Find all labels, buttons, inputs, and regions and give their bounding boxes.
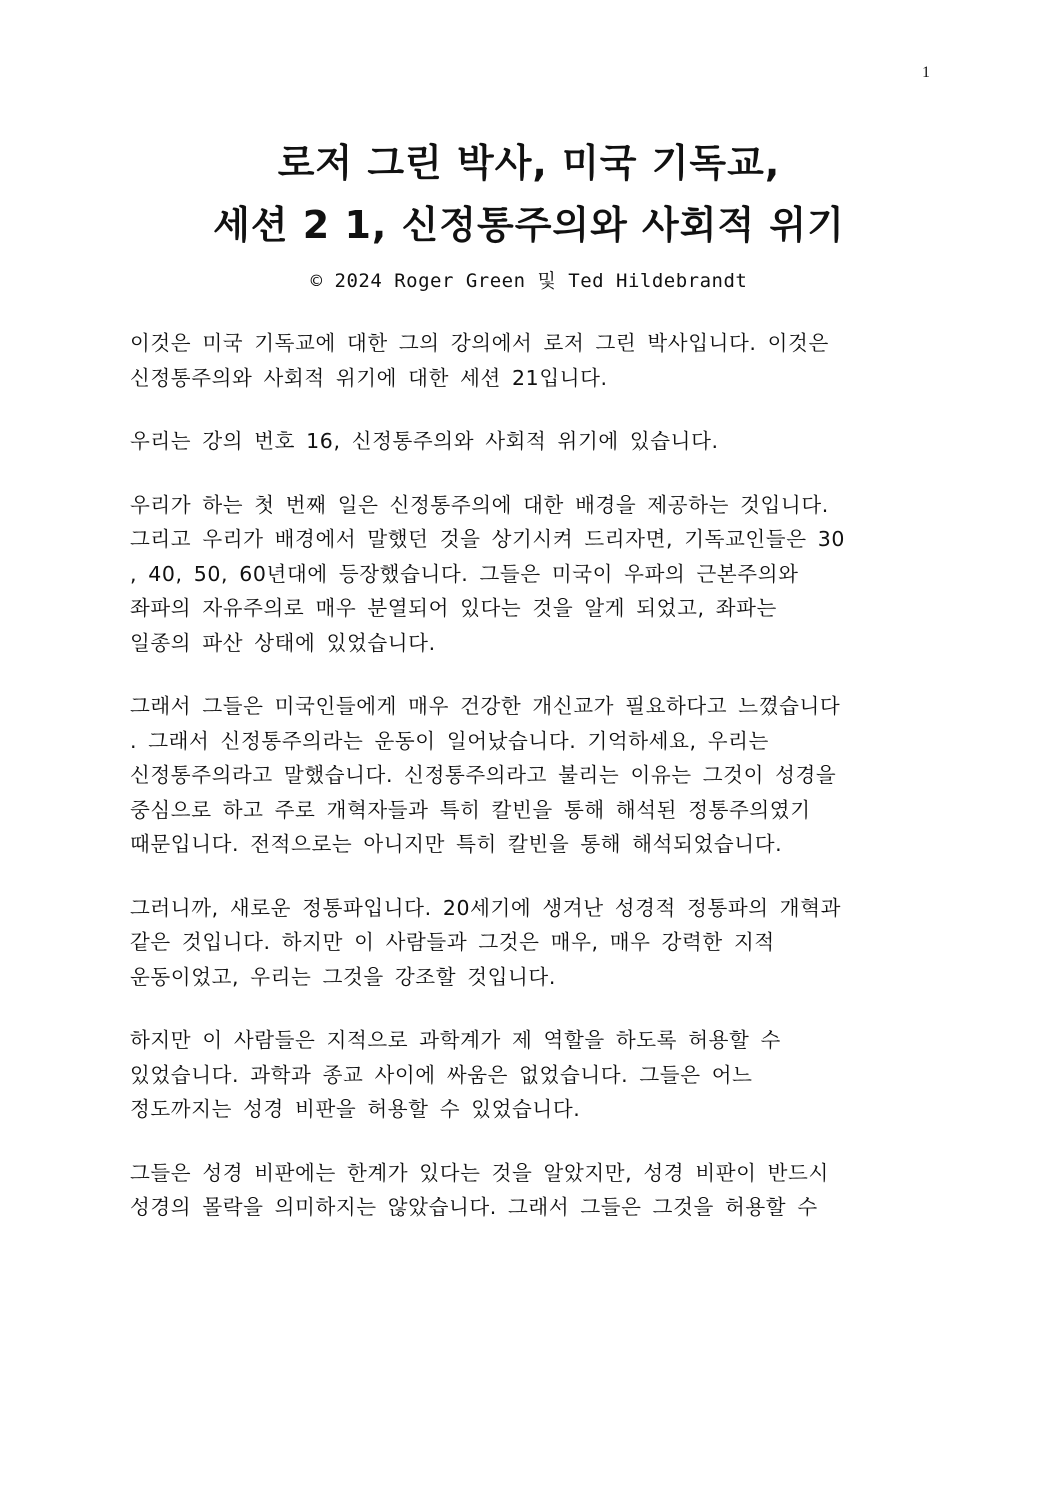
paragraph-line: 이것은 미국 기독교에 대한 그의 강의에서 로저 그린 박사입니다. 이것은: [130, 331, 829, 355]
paragraph-line: 때문입니다. 전적으로는 아니지만 특히 칼빈을 통해 해석되었습니다.: [130, 832, 783, 856]
title-line-2: 세션 2 1, 신정통주의와 사회적 위기: [213, 203, 845, 247]
paragraph-line: 있었습니다. 과학과 종교 사이에 싸움은 없었습니다. 그들은 어느: [130, 1062, 753, 1087]
paragraph-line: 우리가 하는 첫 번째 일은 신정통주의에 대한 배경을 제공하는 것입니다.: [130, 492, 829, 517]
document-title: [0, 132, 1058, 256]
paragraph: [130, 326, 930, 395]
paragraph-line: 일종의 파산 상태에 있었습니다.: [130, 630, 436, 655]
page-number: 1: [922, 64, 930, 81]
paragraph-line: 좌파의 자유주의로 매우 분열되어 있다는 것을 알게 되었고, 좌파는: [130, 596, 777, 620]
paragraph-line: . 그래서 신정통주의라는 운동이 일어났습니다. 기억하세요, 우리는: [130, 728, 769, 753]
paragraph: [130, 488, 930, 661]
paragraph-line: 그들은 성경 비판에는 한계가 있다는 것을 알았지만, 성경 비판이 반드시: [130, 1160, 829, 1185]
paragraph-line: , 40, 50, 60년대에 등장했습니다. 그들은 미국이 우파의 근본주의와: [130, 561, 799, 586]
paragraph-line: 정도까지는 성경 비판을 허용할 수 있었습니다.: [130, 1097, 581, 1121]
paragraph: [130, 891, 930, 995]
copyright-line: © 2024 Roger Green 및 Ted Hildebrandt: [310, 270, 748, 292]
paragraph-line: 그러니까, 새로운 정통파입니다. 20세기에 생겨난 성경적 정통파의 개혁과: [130, 895, 842, 920]
paragraph-line: 같은 것입니다. 하지만 이 사람들과 그것은 매우, 매우 강력한 지적: [130, 930, 775, 954]
paragraph-line: 신정통주의와 사회적 위기에 대한 세션 21입니다.: [130, 365, 608, 390]
paragraph-line: 그래서 그들은 미국인들에게 매우 건강한 개신교가 필요하다고 느꼈습니다: [130, 694, 841, 718]
paragraph: [130, 689, 930, 862]
paragraph: [130, 424, 930, 459]
paragraph: [130, 1156, 930, 1225]
paragraph: [130, 1023, 930, 1127]
paragraph-line: 중심으로 하고 주로 개혁자들과 특히 칼빈을 통해 해석된 정통주의였기: [130, 797, 811, 822]
paragraph-line: 그리고 우리가 배경에서 말했던 것을 상기시켜 드리자면, 기독교인들은 30: [130, 527, 846, 551]
paragraph-line: 우리는 강의 번호 16, 신정통주의와 사회적 위기에 있습니다.: [130, 429, 719, 453]
document-body: [130, 326, 930, 1254]
paragraph-line: 하지만 이 사람들은 지적으로 과학계가 제 역할을 하도록 허용할 수: [130, 1028, 781, 1052]
paragraph-line: 신정통주의라고 말했습니다. 신정통주의라고 불리는 이유는 그것이 성경을: [130, 763, 837, 787]
title-line-1: 로저 그린 박사, 미국 기독교,: [277, 141, 781, 185]
paragraph-line: 성경의 몰락을 의미하지는 않았습니다. 그래서 그들은 그것을 허용할 수: [130, 1195, 818, 1219]
paragraph-line: 운동이었고, 우리는 그것을 강조할 것입니다.: [130, 964, 556, 989]
